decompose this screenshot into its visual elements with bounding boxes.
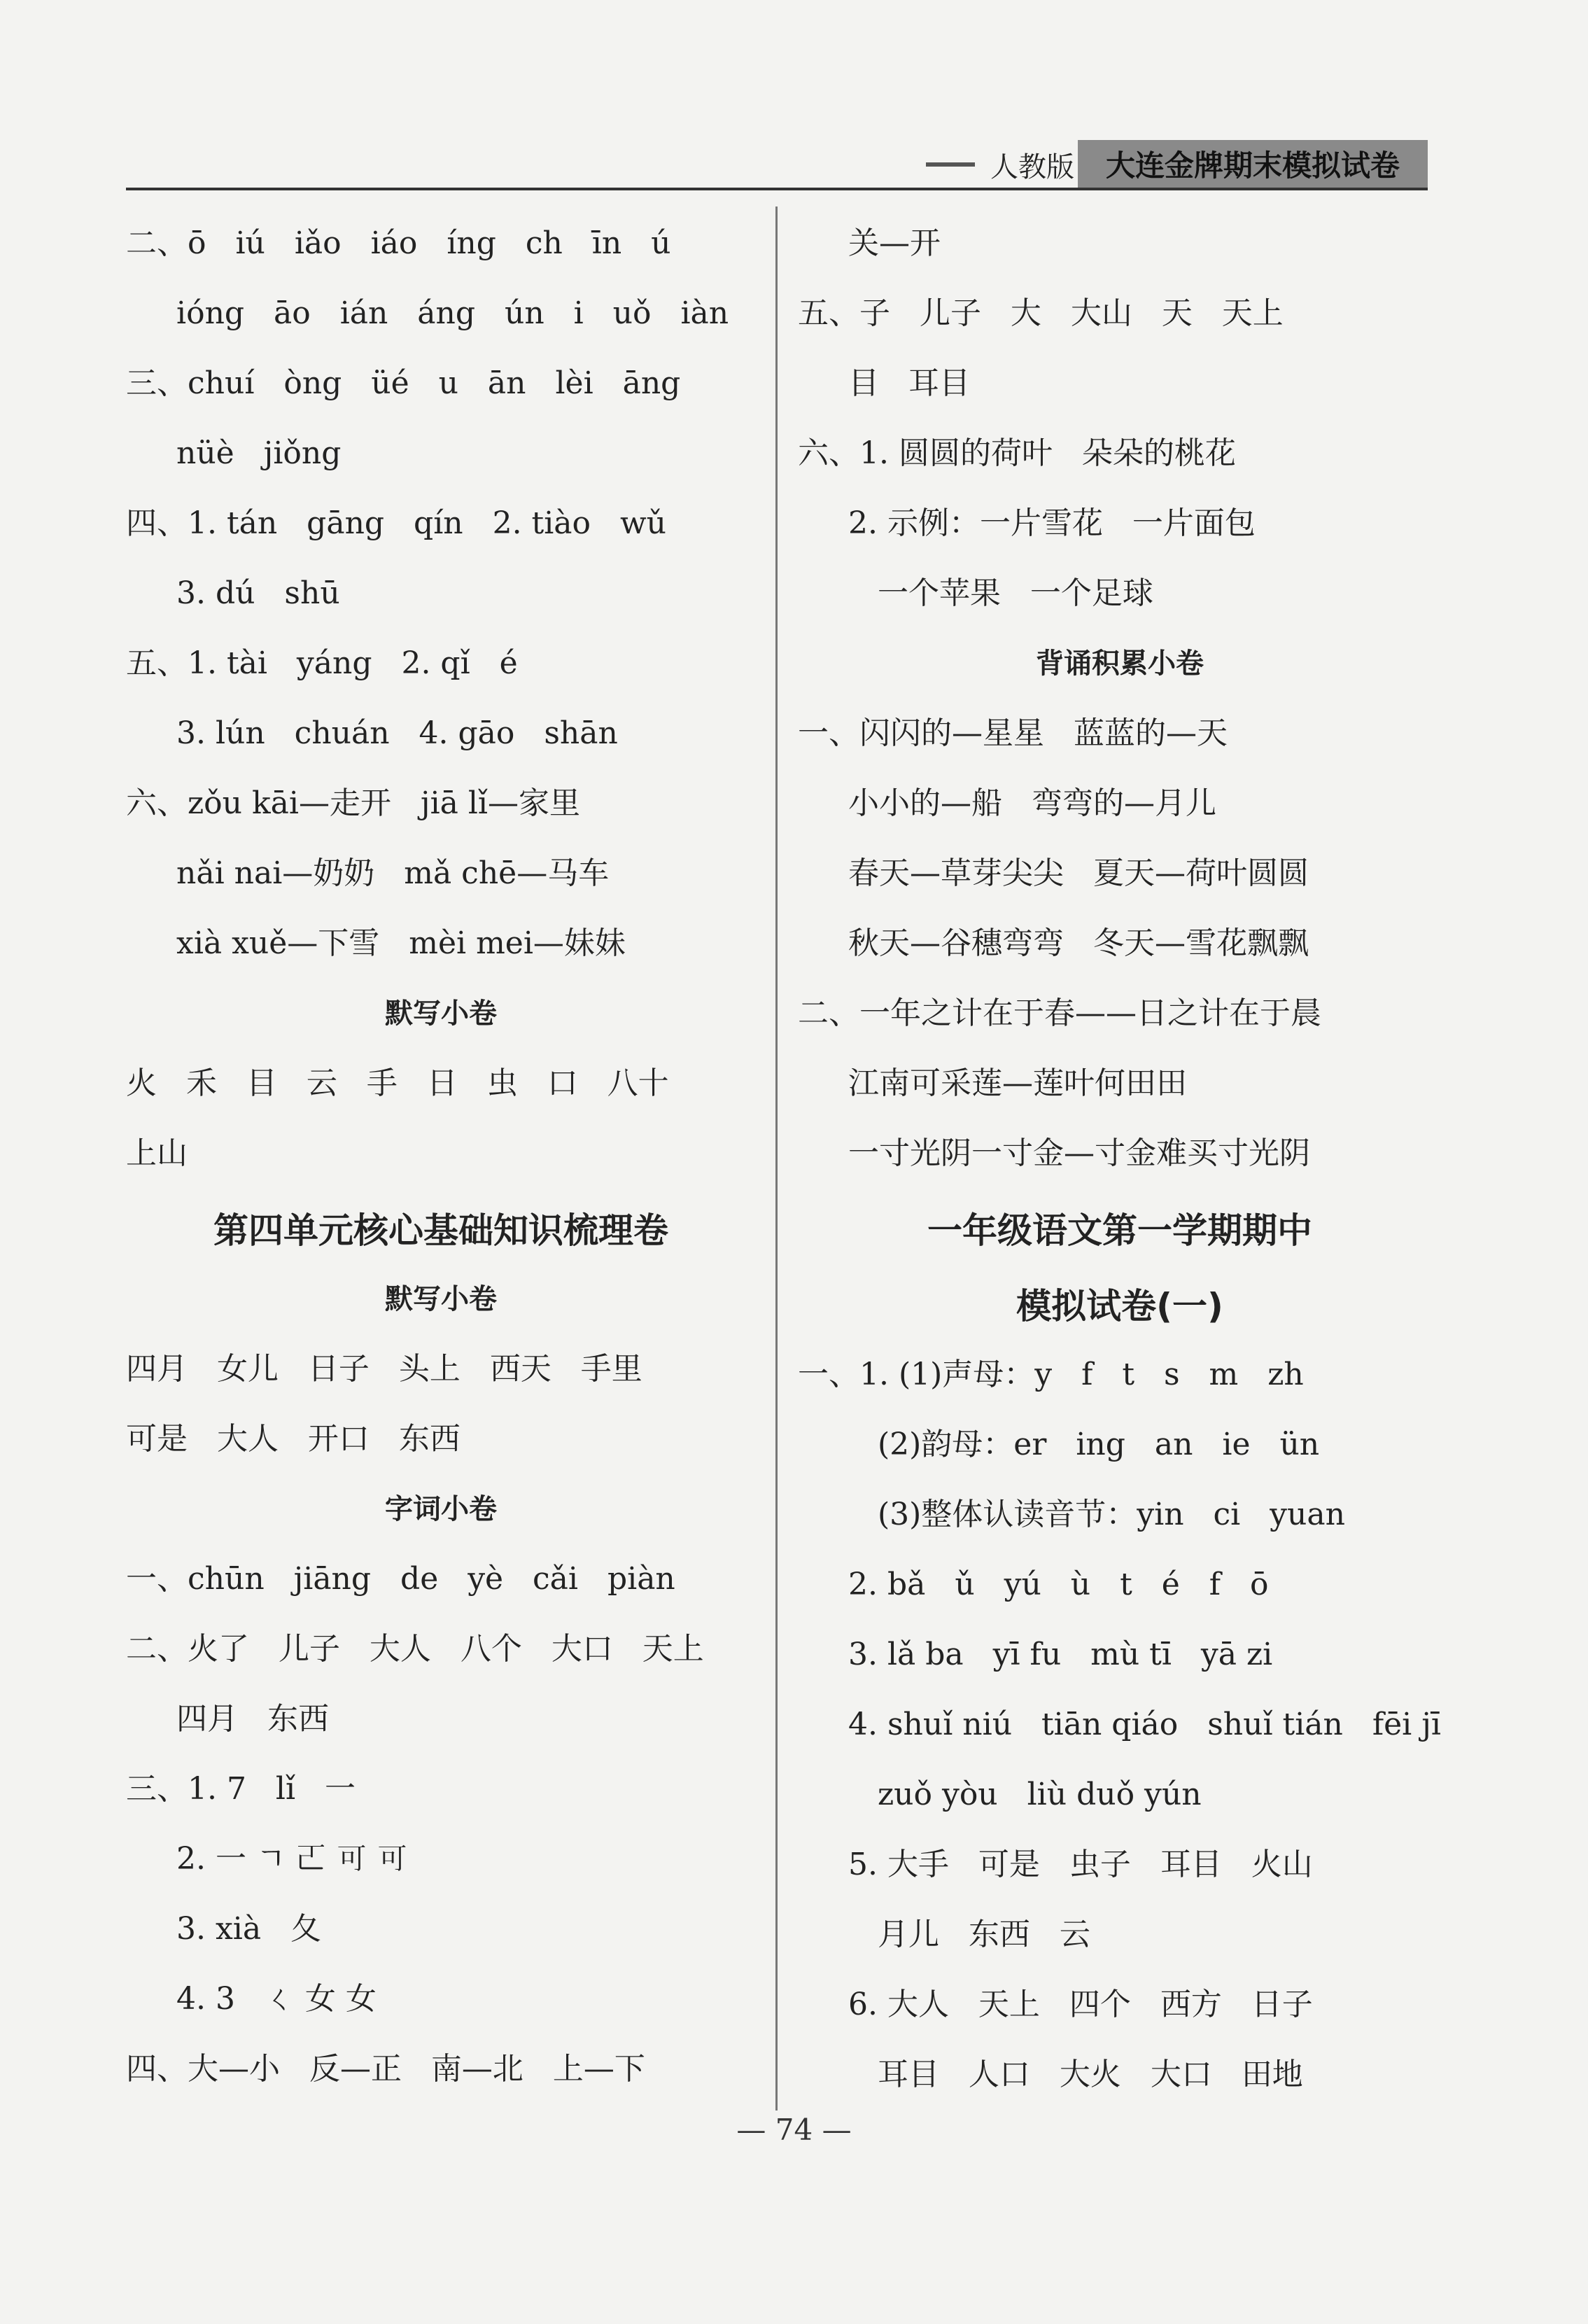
answer-line: 5. 大手 可是 虫子 耳目 火山	[848, 1847, 1313, 1882]
answer-line: 一寸光阴一寸金—寸金难买寸光阴	[848, 1135, 1310, 1171]
answer-line: 上山	[126, 1135, 188, 1171]
answer-line: 6. 大人 天上 四个 西方 日子	[848, 1987, 1313, 2022]
answer-line: 2. 示例：一片雪花 一片面包	[848, 505, 1256, 541]
answer-line: 可是 大人 开口 东西	[126, 1421, 461, 1457]
section-heading: 背诵积累小卷	[1036, 648, 1204, 680]
series-title: 大连金牌期末模拟试卷	[1078, 140, 1428, 188]
answer-line: 二、ō iú iǎo iáo íng ch īn ú	[126, 225, 671, 261]
answer-line: 4. shuǐ niú tiān qiáo shuǐ tián fēi jī	[848, 1707, 1441, 1742]
decorative-dash	[926, 162, 975, 167]
answer-line: 三、1. 7 lǐ 一	[126, 1771, 356, 1807]
page-header	[126, 140, 1428, 190]
page-number: — 74 —	[736, 2113, 852, 2147]
answer-line: 二、火了 儿子 大人 八个 大口 天上	[126, 1631, 704, 1667]
answer-line: ióng āo ián áng ún i uǒ iàn	[176, 295, 729, 331]
section-heading: 默写小卷	[385, 997, 497, 1030]
header-rule	[126, 188, 1428, 190]
answer-line: 一个苹果 一个足球	[848, 575, 1153, 611]
section-heading: 一年级语文第一学期期中	[927, 1210, 1312, 1251]
answer-line: 3. xià 夂	[176, 1911, 322, 1947]
answer-line: 五、1. tài yáng 2. qǐ é	[126, 645, 518, 681]
section-heading: 模拟试卷(一)	[1016, 1286, 1223, 1326]
section-heading: 默写小卷	[385, 1283, 497, 1315]
answer-line: 耳目 人口 大火 大口 田地	[848, 2057, 1303, 2092]
answer-line: 3. lún chuán 4. gāo shān	[176, 715, 618, 751]
answer-line: zuǒ yòu liù duǒ yún	[848, 1777, 1202, 1812]
answer-line: 2. bǎ ǔ yú ù t é f ō	[848, 1567, 1269, 1602]
answer-line: 一、闪闪的—星星 蓝蓝的—天	[798, 715, 1228, 751]
answer-line: (2)韵母：er ing an ie ün	[848, 1427, 1320, 1462]
answer-line: 4. 3 ㄑ 女 女	[176, 1981, 377, 2017]
answer-line: 六、zǒu kāi—走开 jiā lǐ—家里	[126, 785, 580, 821]
answer-line: 二、一年之计在于春——日之计在于晨	[798, 995, 1321, 1031]
section-heading: 字词小卷	[385, 1493, 497, 1525]
edition-text: 人教版	[990, 150, 1074, 183]
left-column	[126, 223, 756, 2118]
column-divider	[775, 206, 778, 2110]
answer-line: 六、1. 圆圆的荷叶 朵朵的桃花	[798, 435, 1236, 471]
answer-line: 目 耳目	[848, 365, 970, 401]
answer-line: 四、1. tán gāng qín 2. tiào wǔ	[126, 505, 666, 541]
answer-line: 四月 东西	[176, 1701, 329, 1737]
answer-line: 月儿 东西 云	[848, 1917, 1090, 1952]
answer-line: 2. 一 ㄱ 𠀀 可 可	[176, 1841, 408, 1877]
answer-line: nǎi nai—奶奶 mǎ chē—马车	[176, 855, 610, 891]
answer-line: 三、chuí òng üé u ān lèi āng	[126, 365, 681, 401]
answer-line: (3)整体认读音节：yin ci yuan	[848, 1497, 1345, 1532]
answer-line: 四、大—小 反—正 南—北 上—下	[126, 2051, 645, 2087]
section-heading: 第四单元核心基础知识梳理卷	[213, 1210, 668, 1251]
answer-line: 五、子 儿子 大 大山 天 天上	[798, 295, 1284, 331]
answer-line: 四月 女儿 日子 头上 西天 手里	[126, 1351, 642, 1387]
answer-line: 火 禾 目 云 手 日 虫 口 八十	[126, 1065, 669, 1101]
answer-line: 一、chūn jiāng de yè cǎi piàn	[126, 1561, 675, 1597]
answer-line: 春天—草芽尖尖 夏天—荷叶圆圆	[848, 855, 1309, 891]
answer-line: 小小的—船 弯弯的—月儿	[848, 785, 1216, 821]
answer-line: 关—开	[848, 225, 941, 261]
answer-line: nüè jiǒng	[176, 435, 342, 471]
answer-line: 一、1. (1)声母：y f t s m zh	[798, 1357, 1304, 1392]
right-column	[798, 223, 1442, 2124]
answer-line: xià xuě—下雪 mèi mei—妹妹	[176, 925, 626, 961]
answer-line: 3. lǎ ba yī fu mù tī yā zi	[848, 1637, 1273, 1672]
answer-line: 秋天—谷穗弯弯 冬天—雪花飘飘	[848, 925, 1309, 961]
answer-line: 江南可采莲—莲叶何田田	[848, 1065, 1187, 1101]
answer-line: 3. dú shū	[176, 575, 340, 611]
